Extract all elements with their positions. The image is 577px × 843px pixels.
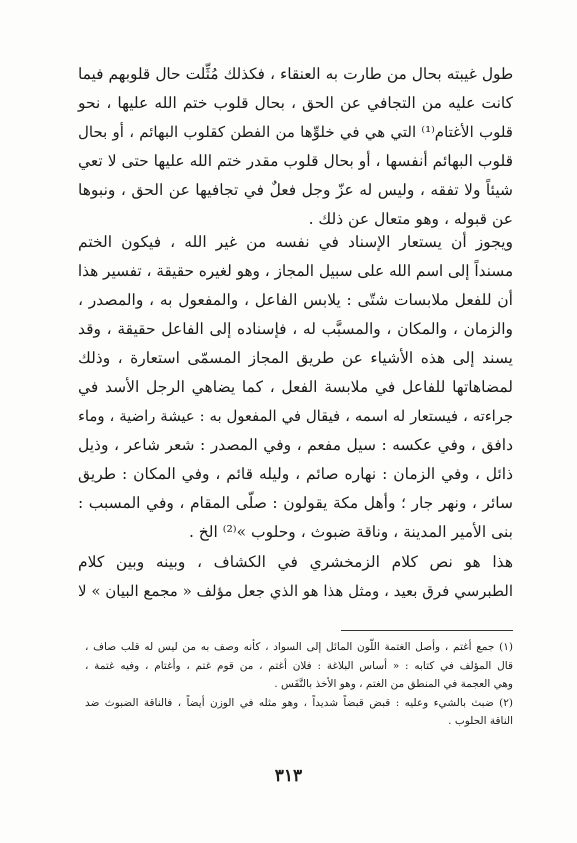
footnotes	[85, 638, 513, 731]
text-line: هذا هو نص كلام الزمخشري في الكشاف ، وبينه وبين كلام	[78, 553, 513, 571]
footnote-line: (٢) ضبث بالشيء وعليه : قبض قبضاً شديداً ، وهو مثله في الوزن أيضاً ، فالناقة الضبوث ضد	[85, 696, 513, 709]
text-line: مسنداً إلى اسم الله على سبيل المجاز ، وهو لغيره حقيقة ، تفسير هذا	[77, 262, 513, 280]
text-line: سائر ، ونهر جار ؛ وأهل مكة يقولون : صلّى المقام ، وفي المسبب :	[78, 494, 513, 512]
text-line: والزمان ، والمكان ، والمسبَّب له ، فإسناده إلى الفاعل حقيقة ، وقد	[78, 320, 513, 338]
text-line: جراءته ، فيستعار له اسمه ، فيقال في المفعول به : عيشة راضية ، وماء	[78, 408, 513, 425]
footnote-line: (١) جمع أغتم ، وأصل الغتمة اللّون المائل إلى السواد ، كأنه وصف به من ليس له قلب صاف ،	[85, 641, 513, 653]
text-line: شيئاً ولا تفقه ، وليس له عزّ وجل فعلٌ في تجافيها عن الحق ، ونبوها	[78, 181, 513, 199]
page-number: ٣١٣	[274, 766, 303, 786]
text-line: لمضاهاتها للفاعل في ملابسة الفعل ، كما يضاهي الرجل الأسد في	[78, 378, 513, 396]
text-line: عن قبوله ، وهو متعال عن ذلك .	[308, 210, 513, 228]
footnote-divider	[341, 630, 513, 631]
text-line: قلوب البهائم أنفسها ، أو بحال قلوب مقدر ختم الله عليها حتى لا تعي	[78, 152, 513, 170]
text-line: أن للفعل ملابسات شتّى : يلابس الفاعل ، والمفعول به ، والمصدر ،	[78, 291, 513, 309]
text-line: كانت عليه من التجافي عن الحق ، بحال قلوب ختم الله عليها ، نحو	[78, 94, 513, 112]
text-line: الطبرسي فرق بعيد ، ومثل هذا هو الذي جعل مؤلف « مجمع البيان » لا	[78, 582, 513, 600]
paragraph-3	[78, 548, 513, 606]
footnote-line: وهي العجمة في المنطق من الغتم ، وهو الأخذ بالنَّفَس .	[274, 678, 513, 690]
text-line: قلوب الأغتام⁽¹⁾ التي هي في خلوِّها من الفطن كقلوب البهائم ، أو بحال	[78, 123, 513, 141]
text-line: بنى الأمير المدينة ، وناقة ضبوث ، وحلوب »⁽²⁾ الخ .	[188, 523, 513, 541]
paragraph-1	[78, 60, 513, 234]
paragraph-2	[78, 228, 513, 547]
footnote-line: الناقة الحلوب .	[448, 715, 513, 727]
text-line: يسند إلى هذه الأشياء عن طريق المجاز المسمّى استعارة ، وذلك	[78, 349, 513, 367]
text-line: دافق ، وفي عكسه : سيل مفعم ، وفي المصدر : شعر شاعر ، وذيل	[78, 436, 513, 454]
text-line: ذائل ، وفي الزمان : نهاره صائم ، وليله قائم ، وفي المكان : طريق	[78, 465, 513, 483]
footnote-line: قال المؤلف في كتابه : « أساس البلاغة : فلان أغتم ، من قوم غتم ، وأغتام ، وفيه غتمة ،	[85, 659, 513, 672]
text-line: ويجوز أن يستعار الإسناد في نفسه من غير الله ، فيكون الختم	[78, 233, 513, 251]
text-line: طول غيبته بحال من طارت به العنقاء ، فكذلك مُثِّلت حال قلوبهم فيما	[78, 65, 513, 83]
